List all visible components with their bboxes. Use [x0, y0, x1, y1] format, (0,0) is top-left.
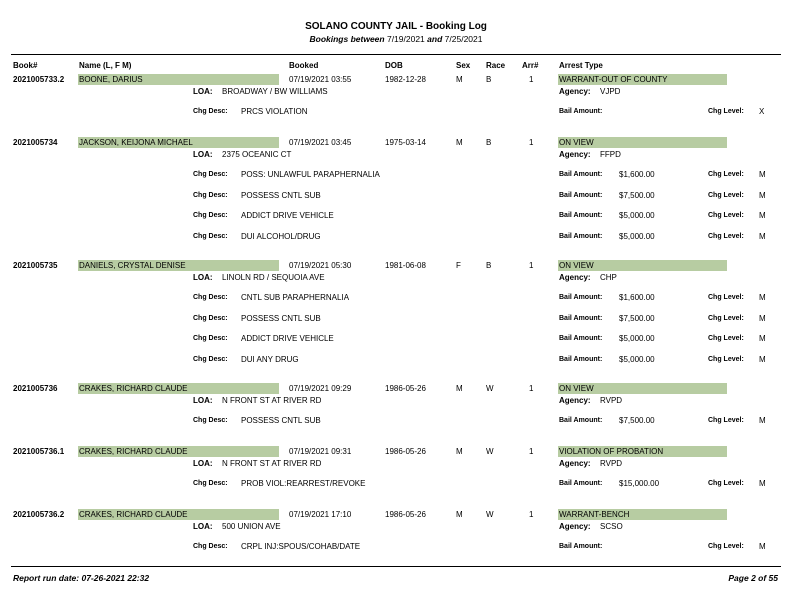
chg-desc-label: Chg Desc: — [193, 417, 228, 424]
charge-description: PROB VIOL:REARREST/REVOKE — [241, 479, 366, 488]
loa-value: 2375 OCEANIC CT — [222, 150, 292, 159]
col-arr: Arr# — [522, 61, 539, 70]
arrest-number: 1 — [529, 384, 534, 393]
loa-label: LOA: — [193, 522, 213, 531]
report-run-date: Report run date: 07-26-2021 22:32 — [13, 573, 150, 583]
chg-desc-label: Chg Desc: — [193, 192, 228, 199]
agency-value: SCSO — [600, 522, 623, 531]
subtitle-and: and — [427, 34, 443, 44]
bail-amount: $5,000.00 — [619, 334, 655, 343]
arrest-number: 1 — [529, 447, 534, 456]
charge-description: POSSESS CNTL SUB — [241, 191, 321, 200]
sex-value: M — [456, 138, 463, 147]
chg-desc-label: Chg Desc: — [193, 315, 228, 322]
booked-datetime: 07/19/2021 09:29 — [289, 384, 352, 393]
agency-value: FFPD — [600, 150, 621, 159]
sex-value: M — [456, 384, 463, 393]
charge-description: POSS: UNLAWFUL PARAPHERNALIA — [241, 170, 380, 179]
end-date: 7/25/2021 — [444, 34, 483, 44]
loa-label: LOA: — [193, 459, 213, 468]
loa-label: LOA: — [193, 87, 213, 96]
bail-amount-label: Bail Amount: — [559, 543, 603, 550]
loa-value: BROADWAY / BW WILLIAMS — [222, 87, 328, 96]
subtitle-prefix: Bookings between — [309, 34, 385, 44]
dob-value: 1986-05-26 — [385, 510, 426, 519]
dob-value: 1986-05-26 — [385, 447, 426, 456]
arrest-number: 1 — [529, 510, 534, 519]
agency-value: RVPD — [600, 459, 623, 468]
bail-amount: $1,600.00 — [619, 293, 655, 302]
booked-datetime: 07/19/2021 03:55 — [289, 75, 352, 84]
chg-level-label: Chg Level: — [708, 171, 744, 178]
charge-level: M — [759, 170, 766, 179]
booked-datetime: 07/19/2021 03:45 — [289, 138, 352, 147]
book-number: 2021005734 — [13, 138, 58, 147]
book-number: 2021005736 — [13, 384, 58, 393]
charge-level: X — [759, 107, 765, 116]
agency-value: CHP — [600, 273, 617, 282]
inmate-name: CRAKES, RICHARD CLAUDE — [78, 446, 279, 457]
arrest-type: ON VIEW — [558, 137, 727, 148]
booked-datetime: 07/19/2021 05:30 — [289, 261, 352, 270]
charge-level: M — [759, 479, 766, 488]
bail-amount: $1,600.00 — [619, 170, 655, 179]
bail-amount-label: Bail Amount: — [559, 212, 603, 219]
sex-value: M — [456, 447, 463, 456]
sex-value: F — [456, 261, 461, 270]
col-book: Book# — [13, 61, 38, 70]
charge-description: DUI ANY DRUG — [241, 355, 299, 364]
chg-level-label: Chg Level: — [708, 480, 744, 487]
dob-value: 1982-12-28 — [385, 75, 426, 84]
book-number: 2021005736.2 — [13, 510, 65, 519]
col-dob: DOB — [385, 61, 403, 70]
chg-desc-label: Chg Desc: — [193, 480, 228, 487]
bail-amount: $5,000.00 — [619, 232, 655, 241]
charge-description: ADDICT DRIVE VEHICLE — [241, 211, 334, 220]
agency-value: RVPD — [600, 396, 623, 405]
chg-level-label: Chg Level: — [708, 192, 744, 199]
bail-amount-label: Bail Amount: — [559, 294, 603, 301]
booked-datetime: 07/19/2021 17:10 — [289, 510, 352, 519]
bail-amount: $5,000.00 — [619, 355, 655, 364]
charge-level: M — [759, 293, 766, 302]
bail-amount: $15,000.00 — [619, 479, 660, 488]
charge-level: M — [759, 191, 766, 200]
page-number: Page 2 of 55 — [728, 573, 778, 583]
bail-amount-label: Bail Amount: — [559, 335, 603, 342]
col-sex: Sex — [456, 61, 471, 70]
race-value: W — [486, 447, 494, 456]
chg-desc-label: Chg Desc: — [193, 233, 228, 240]
report-subtitle — [0, 34, 792, 44]
race-value: W — [486, 510, 494, 519]
charge-level: M — [759, 232, 766, 241]
charge-level: M — [759, 334, 766, 343]
loa-label: LOA: — [193, 150, 213, 159]
dob-value: 1975-03-14 — [385, 138, 426, 147]
book-number: 2021005735 — [13, 261, 58, 270]
arrest-number: 1 — [529, 138, 534, 147]
bail-amount: $7,500.00 — [619, 191, 655, 200]
bail-amount-label: Bail Amount: — [559, 192, 603, 199]
chg-desc-label: Chg Desc: — [193, 294, 228, 301]
chg-level-label: Chg Level: — [708, 335, 744, 342]
arrest-number: 1 — [529, 75, 534, 84]
race-value: B — [486, 261, 492, 270]
charge-description: CRPL INJ:SPOUS/COHAB/DATE — [241, 542, 361, 551]
chg-desc-label: Chg Desc: — [193, 543, 228, 550]
bail-amount-label: Bail Amount: — [559, 233, 603, 240]
bail-amount: $7,500.00 — [619, 314, 655, 323]
chg-level-label: Chg Level: — [708, 543, 744, 550]
arrest-type: VIOLATION OF PROBATION — [558, 446, 727, 457]
loa-label: LOA: — [193, 273, 213, 282]
loa-value: N FRONT ST AT RIVER RD — [222, 396, 322, 405]
header-rule — [11, 54, 781, 55]
chg-desc-label: Chg Desc: — [193, 335, 228, 342]
charge-level: M — [759, 314, 766, 323]
loa-value: N FRONT ST AT RIVER RD — [222, 459, 322, 468]
arrest-number: 1 — [529, 261, 534, 270]
loa-value: LINOLN RD / SEQUOIA AVE — [222, 273, 325, 282]
arrest-type: ON VIEW — [558, 260, 727, 271]
inmate-name: CRAKES, RICHARD CLAUDE — [78, 509, 279, 520]
footer-rule — [11, 566, 781, 567]
inmate-name: DANIELS, CRYSTAL DENISE — [78, 260, 279, 271]
charge-description: ADDICT DRIVE VEHICLE — [241, 334, 334, 343]
charge-level: M — [759, 211, 766, 220]
bail-amount-label: Bail Amount: — [559, 356, 603, 363]
charge-level: M — [759, 416, 766, 425]
charge-description: DUI ALCOHOL/DRUG — [241, 232, 321, 241]
col-race: Race — [486, 61, 506, 70]
charge-description: POSSESS CNTL SUB — [241, 416, 321, 425]
inmate-name: CRAKES, RICHARD CLAUDE — [78, 383, 279, 394]
bail-amount: $7,500.00 — [619, 416, 655, 425]
race-value: B — [486, 75, 492, 84]
charge-description: POSSESS CNTL SUB — [241, 314, 321, 323]
agency-label: Agency: — [559, 273, 591, 282]
charge-description: PRCS VIOLATION — [241, 107, 308, 116]
chg-level-label: Chg Level: — [708, 212, 744, 219]
arrest-type: ON VIEW — [558, 383, 727, 394]
agency-value: VJPD — [600, 87, 621, 96]
dob-value: 1986-05-26 — [385, 384, 426, 393]
bail-amount-label: Bail Amount: — [559, 417, 603, 424]
chg-desc-label: Chg Desc: — [193, 212, 228, 219]
chg-desc-label: Chg Desc: — [193, 108, 228, 115]
bail-amount: $5,000.00 — [619, 211, 655, 220]
sex-value: M — [456, 75, 463, 84]
dob-value: 1981-06-08 — [385, 261, 426, 270]
start-date: 7/19/2021 — [386, 34, 425, 44]
loa-label: LOA: — [193, 396, 213, 405]
chg-level-label: Chg Level: — [708, 417, 744, 424]
agency-label: Agency: — [559, 459, 591, 468]
bail-amount-label: Bail Amount: — [559, 108, 603, 115]
col-arrest-type: Arrest Type — [559, 61, 603, 70]
report-title: SOLANO COUNTY JAIL - Booking Log — [305, 21, 487, 32]
col-booked: Booked — [289, 61, 319, 70]
chg-level-label: Chg Level: — [708, 108, 744, 115]
loa-value: 500 UNION AVE — [222, 522, 281, 531]
race-value: W — [486, 384, 494, 393]
inmate-name: JACKSON, KEIJONA MICHAEL — [78, 137, 279, 148]
inmate-name: BOONE, DARIUS — [78, 74, 279, 85]
book-number: 2021005733.2 — [13, 75, 65, 84]
chg-level-label: Chg Level: — [708, 356, 744, 363]
race-value: B — [486, 138, 492, 147]
bail-amount-label: Bail Amount: — [559, 480, 603, 487]
sex-value: M — [456, 510, 463, 519]
charge-level: M — [759, 355, 766, 364]
chg-desc-label: Chg Desc: — [193, 356, 228, 363]
agency-label: Agency: — [559, 87, 591, 96]
bail-amount-label: Bail Amount: — [559, 315, 603, 322]
agency-label: Agency: — [559, 396, 591, 405]
col-name: Name (L, F M) — [79, 61, 132, 70]
agency-label: Agency: — [559, 522, 591, 531]
chg-desc-label: Chg Desc: — [193, 171, 228, 178]
charge-description: CNTL SUB PARAPHERNALIA — [241, 293, 350, 302]
chg-level-label: Chg Level: — [708, 294, 744, 301]
arrest-type: WARRANT-OUT OF COUNTY — [558, 74, 727, 85]
chg-level-label: Chg Level: — [708, 315, 744, 322]
booked-datetime: 07/19/2021 09:31 — [289, 447, 352, 456]
charge-level: M — [759, 542, 766, 551]
book-number: 2021005736.1 — [13, 447, 65, 456]
arrest-type: WARRANT-BENCH — [558, 509, 727, 520]
agency-label: Agency: — [559, 150, 591, 159]
bail-amount-label: Bail Amount: — [559, 171, 603, 178]
chg-level-label: Chg Level: — [708, 233, 744, 240]
